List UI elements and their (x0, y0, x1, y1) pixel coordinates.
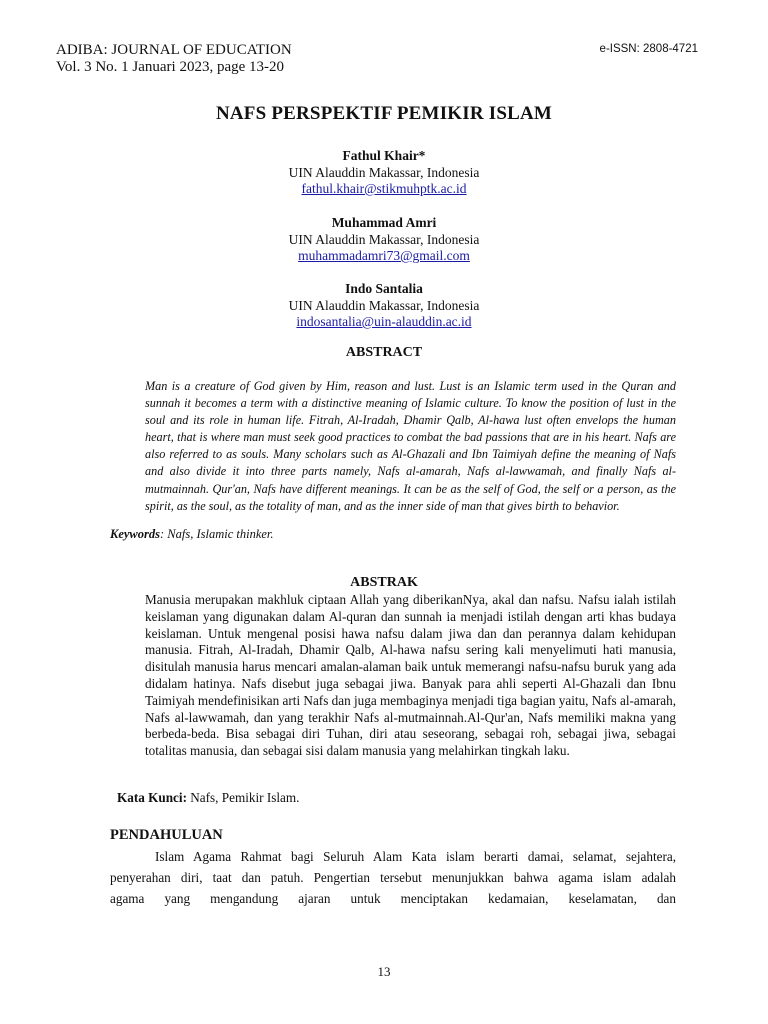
author-email-link[interactable]: indosantalia@uin-alauddin.ac.id (296, 314, 472, 329)
author-block (0, 148, 768, 198)
intro-paragraph (110, 846, 676, 909)
author-affiliation: UIN Alauddin Makassar, Indonesia (288, 297, 480, 313)
keywords-line (110, 527, 274, 542)
author-name: Fathul Khair* (342, 148, 426, 163)
author-email-link[interactable]: fathul.khair@stikmuhptk.ac.id (301, 181, 467, 196)
volume-line: Vol. 3 No. 1 Januari 2023, page 13-20 (56, 59, 285, 75)
abstract-heading: ABSTRACT (345, 345, 423, 360)
intro-line: agama yang mengandung ajaran untuk menciptakan kedamaian, keselamatan, dan (110, 891, 676, 906)
author-name: Indo Santalia (345, 281, 423, 296)
section-heading: PENDAHULUAN (110, 827, 223, 843)
author-block (0, 215, 768, 265)
abstract-text: Man is a creature of God given by Him, reason and lust. Lust is an Islamic term used in the Quran and sunnah it becomes a term with a distinctive meaning of Islamic culture. To know the position of lust in the soul and its role in human life. Fitrah, Al-Iradah, Dhamir Qalb, Al-hawa lust often envelops the human heart, that is where man must seek good practices to combat the bad passions that are in his heart. Nafs are also referred to as souls. Many scholars such as Al-Ghazali and Ibn Taimiyah define the meaning of Nafs and also divide it into three parts namely, Nafs al-amarah, Nafs al-lawwamah, and finally Nafs al-mutmainnah. Qur'an, Nafs have different meanings. It can be as the self of God, the self or a person, as the spirit, as the soul, as the totality of man, and as the inner side of man that gives birth to behavior. (145, 379, 676, 513)
keywords-label: Keywords (110, 527, 160, 541)
kata-kunci-line (117, 790, 299, 806)
author-name: Muhammad Amri (331, 215, 437, 230)
intro-line: penyerahan diri, taat dan patuh. Pengertian tersebut menunjukkan bahwa agama islam adalah (110, 870, 676, 885)
intro-line: Islam Agama Rahmat bagi Seluruh Alam Kata islam berarti damai, selamat, sejahtera, (155, 849, 676, 864)
author-affiliation: UIN Alauddin Makassar, Indonesia (288, 164, 480, 180)
page-number: 13 (377, 964, 391, 979)
kata-kunci-value: Nafs, Pemikir Islam. (186, 790, 300, 805)
journal-header (56, 42, 292, 76)
abstrak-text: Manusia merupakan makhluk ciptaan Allah yang diberikanNya, akal dan nafsu. Nafsu ialah istilah keislaman yang digunakan dalam Al-quran dan sunnah ia menjadi istilah dengan arti khas budaya keislaman. Untuk mengenal posisi hawa nafsu dalam jiwa dan dan perannya dalam kehidupan manusia. Fitrah, Al-Iradah, Dhamir Qalb, Al-hawa nafsu sering kali menyelimuti hati manusia, disitulah manusia harus mencari amalan-alaman baik untuk memerangi nafsu-nafsu buruk yang ada didalam hatinya. Nafs disebut juga sebagai jiwa. Banyak para ahli seperti Al-Ghazali dan Ibnu Taimiyah mendefinisikan arti Nafs dan juga membaginya menjadi tiga bagian yaitu, Nafs al-amarah, Nafs al-lawwamah, dan yang terakhir Nafs al-mutmainnah.Al-Qur'an, Nafs memiliki makna yang berbeda-beda. Bisa sebagai diri Tuhan, diri atau seseorang, sebagai roh, sebagai jiwa, sebagai totalitas manusia, dan sebagai sisi dalam manusia yang melahirkan tingkah laku. (145, 592, 676, 759)
issn-label: e-ISSN: 2808-4721 (599, 43, 698, 55)
author-affiliation: UIN Alauddin Makassar, Indonesia (288, 231, 480, 247)
keywords-value: : Nafs, Islamic thinker. (160, 527, 274, 541)
journal-name: ADIBA: JOURNAL OF EDUCATION (56, 42, 292, 58)
kata-kunci-label: Kata Kunci: (117, 790, 187, 805)
abstrak-heading: ABSTRAK (350, 575, 418, 590)
paper-title: NAFS PERSPEKTIF PEMIKIR ISLAM (215, 103, 553, 124)
author-block (0, 281, 768, 331)
author-email-link[interactable]: muhammadamri73@gmail.com (298, 248, 470, 263)
